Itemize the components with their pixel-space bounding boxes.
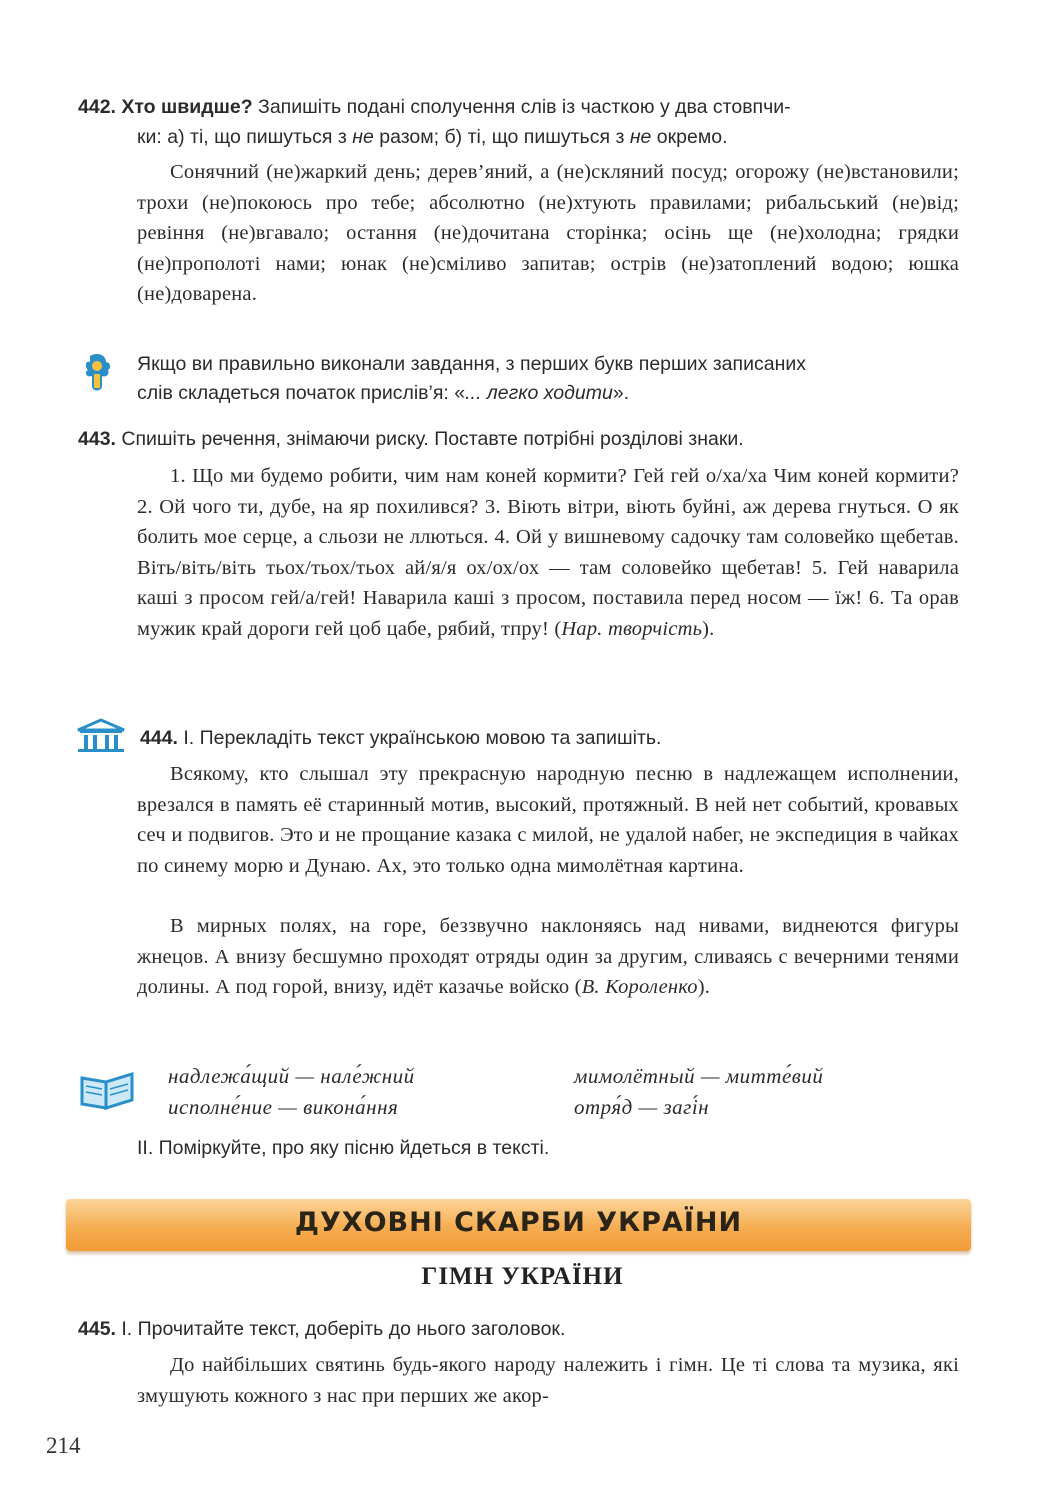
ex444-author: В. Короленко [581, 976, 698, 999]
ex442-instruction-2c: окремо. [651, 126, 728, 148]
vocab-item-1: надлежа́щий — нале́жний [168, 1064, 415, 1088]
page-number: 214 [46, 1433, 81, 1458]
ex442-title: Хто швидше? [121, 96, 253, 118]
puzzle-hint-icon [80, 352, 114, 396]
ex442-instruction-2b: разом; б) ті, що пишуться з [373, 126, 630, 148]
ex445-text: До найбільших святинь будь-якого народу належить і гімн. Це ті слова та музика, які змушують кожного з нас при перших же акор- [137, 1354, 959, 1407]
section-banner-title: ДУХОВНІ СКАРБИ УКРАЇНИ [294, 1207, 743, 1238]
ex442-number: 442. [78, 96, 116, 118]
ex444-para2-end: ). [697, 976, 711, 999]
ex444-para1: Всякому, кто слышал эту прекрасную народную песню в надлежащем исполнении, врезался в память её старинный мотив, высокий, протяжный. В ней нет событий, кровавых сеч и подвигов. Это и не прощание казака с милой, не удалой набег, не экспедиция в чайках по синему морю и Дунаю. Ах, это только одна мимолётная картина. [137, 763, 959, 877]
ex444-task2: ІІ. Поміркуйте, про яку пісню йдеться в тексті. [137, 1137, 550, 1159]
ex445-number: 445. [78, 1318, 116, 1340]
section-banner [66, 1199, 971, 1251]
ex443-number: 443. [78, 428, 116, 450]
ex442-ne-1: не [352, 126, 374, 148]
ex445-instruction-text: І. Прочитайте текст, доберіть до нього заголовок. [115, 1318, 566, 1340]
ex444-para2 [137, 911, 959, 1003]
ex442-instruction-1: Запишіть подані сполучення слів із часткою у два стовпчи- [252, 96, 791, 118]
ex442-hint-2a: слів складеться початок прислів’я: « [137, 382, 466, 404]
vocab-item-2: мимолётный — митте́вий [574, 1064, 824, 1088]
ex445-instruction [78, 1314, 958, 1344]
ex442-hint-proverb: ... легко ходити [465, 382, 613, 404]
ex442-instruction-line2 [137, 122, 959, 152]
ex442-hint-line2 [137, 378, 959, 408]
ex443-source: Нар. творчість [561, 617, 703, 640]
ex442-instruction-line1 [78, 92, 958, 122]
ex443-text-end: ). [702, 617, 715, 640]
ex443-text-main: 1. Що ми будемо робити, чим нам коней кормити? Гей гей о/ха/ха Чим коней кормити? 2. Ой чого ти, дубе, на яр похилився? 3. Віють вітри, віють буйні, аж дерева гнуться. О як болить мое серце, а сльози не ллються. 4. Ой у вишневому садочку там соловейко щебетав. Віть/віть/віть тьох/тьох/тьох ай/я/я ох/ох/ох — там соловейко щебетав! 5. Гей наварила каші з просом гей/а/гей! Наварила каші з просом, поставила перед носом — їж! 6. Та орав мужик край дороги гей цоб цабе, рябий, тпру! ( [137, 465, 959, 640]
ex443-instruction [78, 424, 958, 454]
ex444-number: 444. [140, 727, 178, 749]
ex442-hint-2c: ». [612, 382, 630, 404]
ex443-instruction-text: Спишіть речення, знімаючи риску. Поставте потрібні розділові знаки. [115, 428, 744, 450]
book-icon [78, 1070, 136, 1110]
ex444-para2-main: В мирных полях, на горе, беззвучно наклоняясь над нивами, виднеются фигуры жнецов. А внизу бесшумно проходят отряды один за другим, сливаясь с вечерними тенями долины. А под горой, внизу, идёт казачье войско ( [137, 915, 959, 999]
museum-icon [76, 718, 126, 754]
ex444-instruction [140, 723, 960, 753]
ex442-instruction-2a: ки: а) ті, що пишуться з [137, 126, 353, 148]
ex443-text [137, 461, 959, 645]
ex442-hint-line1: Якщо ви правильно виконали завдання, з перших букв перших записаних [137, 353, 806, 375]
ex442-ne-2: не [629, 126, 652, 148]
vocab-item-4: отря́д — загі́н [574, 1095, 710, 1119]
vocab-item-3: исполне́ние — викона́ння [168, 1095, 399, 1119]
ex442-text: Сонячний (не)жаркий день; дерев’яний, а (не)скляний посуд; огорожу (не)встановили; трохи (не)покоюсь про тебе; абсолютно (не)хтують правилами; рибальський (не)від; ревіння (не)вгавало; остання (не)дочитана сторінка; осінь ще (не)холодна; грядки (не)прополоті нами; юнак (не)сміливо запитав; острів (не)затоплений водою; юшка (не)доварена. [137, 161, 959, 306]
ex444-instruction-text: І. Перекладіть текст українською мовою та запишіть. [177, 727, 662, 749]
section-subtitle: ГІМН УКРАЇНИ [421, 1263, 624, 1290]
